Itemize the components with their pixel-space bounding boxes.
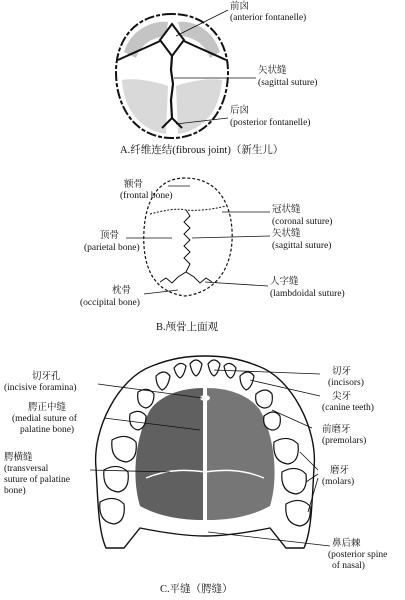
label-nasal-spine-cn: 鼻后棘 bbox=[332, 539, 361, 549]
label-molars-cn: 磨牙 bbox=[330, 466, 350, 476]
caption-a: A.纤维连结(fibrous joint)（新生儿） bbox=[120, 145, 284, 156]
label-parietal-cn: 顶骨 bbox=[100, 231, 120, 241]
label-frontal-en: (frontal bone) bbox=[120, 191, 173, 201]
premolar-tooth bbox=[130, 411, 146, 430]
caption-b: B.颅骨上面观 bbox=[156, 322, 219, 333]
label-lambdoid-en: (lambdoidal suture) bbox=[270, 289, 345, 299]
label-incisors-en: (incisors) bbox=[328, 378, 364, 388]
leader-nasal-spine bbox=[208, 532, 330, 546]
label-sagittal-b-en: (sagittal suture) bbox=[272, 241, 332, 251]
label-nasal-spine-en1: (posterior spine bbox=[328, 550, 388, 560]
label-median-suture-en2: palatine bone) bbox=[20, 425, 75, 435]
label-sagittal-a-en: (sagittal suture) bbox=[258, 78, 318, 88]
label-transverse-cn: 腭横缝 bbox=[4, 453, 33, 463]
panel-b bbox=[80, 178, 345, 333]
label-transverse-en2: suture of palatine bbox=[4, 475, 70, 485]
label-frontal-cn: 额骨 bbox=[124, 180, 144, 190]
label-posterior-en: (posterior fontanelle) bbox=[230, 118, 311, 128]
leader-lambdoid bbox=[205, 282, 268, 286]
label-coronal-en: (coronal suture) bbox=[272, 217, 333, 227]
label-median-suture-en1: (medial suture of bbox=[12, 414, 77, 424]
label-transverse-en1: (transversal bbox=[4, 464, 49, 474]
label-incisive-foramina-cn: 切牙孔 bbox=[32, 372, 61, 382]
label-premolars-en: (premolars) bbox=[322, 436, 367, 446]
label-canine-cn: 尖牙 bbox=[332, 392, 352, 402]
parietal-bone-left bbox=[122, 79, 168, 134]
label-premolars-cn: 前磨牙 bbox=[322, 425, 351, 435]
label-occipital-cn: 枕骨 bbox=[112, 286, 132, 296]
label-coronal-cn: 冠状缝 bbox=[272, 205, 301, 215]
label-incisive-foramina-en: (incisive foramina) bbox=[4, 383, 77, 393]
panel-a bbox=[116, 0, 317, 156]
label-nasal-spine-en2: of nasal) bbox=[332, 561, 365, 571]
label-occipital-en: (occipital bone) bbox=[80, 298, 140, 308]
label-sagittal-a-cn: 矢状缝 bbox=[258, 66, 287, 76]
parietal-bone-right bbox=[176, 79, 222, 134]
label-sagittal-b-cn: 矢状缝 bbox=[272, 229, 301, 239]
caption-c: C.平缝（腭缝） bbox=[160, 584, 233, 595]
label-median-suture-cn: 腭正中缝 bbox=[28, 403, 67, 413]
label-molars-en: (molars) bbox=[322, 477, 355, 487]
label-transverse-en3: bone) bbox=[4, 486, 26, 496]
premolar-tooth bbox=[256, 390, 273, 408]
label-parietal-en: (parietal bone) bbox=[84, 243, 140, 253]
premolar-tooth bbox=[264, 412, 281, 430]
label-incisors-cn: 切牙 bbox=[332, 367, 352, 377]
label-anterior-cn: 前囟 bbox=[230, 2, 250, 12]
label-lambdoid-cn: 人字缝 bbox=[270, 277, 299, 287]
label-posterior-cn: 后囟 bbox=[230, 106, 250, 116]
premolar-tooth bbox=[138, 389, 154, 408]
label-anterior-en: (anterior fontanelle) bbox=[230, 13, 307, 23]
panel-c bbox=[4, 356, 387, 595]
label-canine-en: (canine teeth) bbox=[322, 403, 374, 413]
